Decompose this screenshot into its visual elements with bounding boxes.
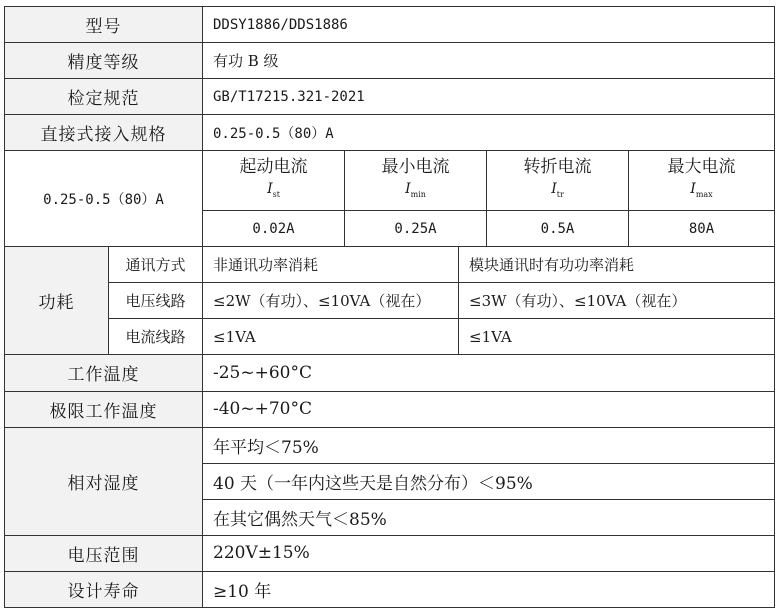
current-spec-label: 0.25-0.5（80）A [5, 151, 203, 247]
start-current-header [203, 151, 345, 211]
direct-spec-label: 直接式接入规格 [5, 115, 203, 151]
humidity-value-1: 年平均＜75% [203, 427, 775, 463]
row-power-current [5, 319, 775, 355]
standard-value: GB/T17215.321-2021 [203, 79, 775, 115]
row-accuracy [5, 43, 775, 79]
voltage-range-label: 电压范围 [5, 535, 203, 571]
transition-current-name: 转折电流 [523, 156, 592, 177]
row-lifetime [5, 571, 775, 607]
row-standard [5, 79, 775, 115]
start-current-name: 起动电流 [239, 156, 308, 177]
row-working-temp [5, 355, 775, 391]
power-voltage-label: 电压线路 [109, 283, 203, 319]
humidity-value-3: 在其它偶然天气＜85% [203, 499, 775, 535]
accuracy-label: 精度等级 [5, 43, 203, 79]
start-current-symbol: $I_{st}$ [267, 180, 280, 199]
model-value: DDSY1886/DDS1886 [203, 7, 775, 43]
power-comm-label: 通讯方式 [109, 247, 203, 283]
working-temp-label: 工作温度 [5, 355, 203, 391]
row-voltage-range [5, 535, 775, 571]
humidity-label: 相对湿度 [5, 427, 203, 535]
row-power-voltage [5, 283, 775, 319]
max-current-value: 80A [629, 211, 775, 247]
voltage-range-value: 220V±15% [203, 535, 775, 571]
start-current-value: 0.02A [203, 211, 345, 247]
lifetime-label: 设计寿命 [5, 571, 203, 607]
max-current-header [629, 151, 775, 211]
min-current-name: 最小电流 [381, 156, 450, 177]
power-comm-col2: 模块通讯时有功功率消耗 [459, 247, 775, 283]
spec-table [4, 6, 775, 608]
standard-label: 检定规范 [5, 79, 203, 115]
power-current-col2: ≤1VA [459, 319, 775, 355]
power-current-label: 电流线路 [109, 319, 203, 355]
row-power-comm [5, 247, 775, 283]
power-voltage-col1: ≤2W（有功）、≤10VA（视在） [203, 283, 459, 319]
power-label: 功耗 [5, 247, 109, 355]
min-current-value: 0.25A [345, 211, 487, 247]
min-current-header [345, 151, 487, 211]
model-label: 型号 [5, 7, 203, 43]
power-voltage-col2: ≤3W（有功）、≤10VA（视在） [459, 283, 775, 319]
accuracy-value: 有功 B 级 [203, 43, 775, 79]
max-current-symbol: $I_{max}$ [690, 180, 713, 199]
transition-current-header [487, 151, 629, 211]
power-current-col1: ≤1VA [203, 319, 459, 355]
limit-temp-label: 极限工作温度 [5, 391, 203, 427]
humidity-value-2: 40 天（一年内这些天是自然分布）＜95% [203, 463, 775, 499]
limit-temp-value: -40~+70°C [203, 391, 775, 427]
row-direct-spec [5, 115, 775, 151]
transition-current-value: 0.5A [487, 211, 629, 247]
transition-current-symbol: $I_{tr}$ [551, 180, 564, 199]
row-model [5, 7, 775, 43]
direct-spec-value: 0.25-0.5（80）A [203, 115, 775, 151]
row-current-headers [5, 151, 775, 211]
row-humidity-1 [5, 427, 775, 463]
min-current-symbol: $I_{min}$ [405, 180, 426, 199]
row-limit-temp [5, 391, 775, 427]
lifetime-value: ≥10 年 [203, 571, 775, 607]
power-comm-col1: 非通讯功率消耗 [203, 247, 459, 283]
working-temp-value: -25~+60°C [203, 355, 775, 391]
max-current-name: 最大电流 [667, 156, 736, 177]
